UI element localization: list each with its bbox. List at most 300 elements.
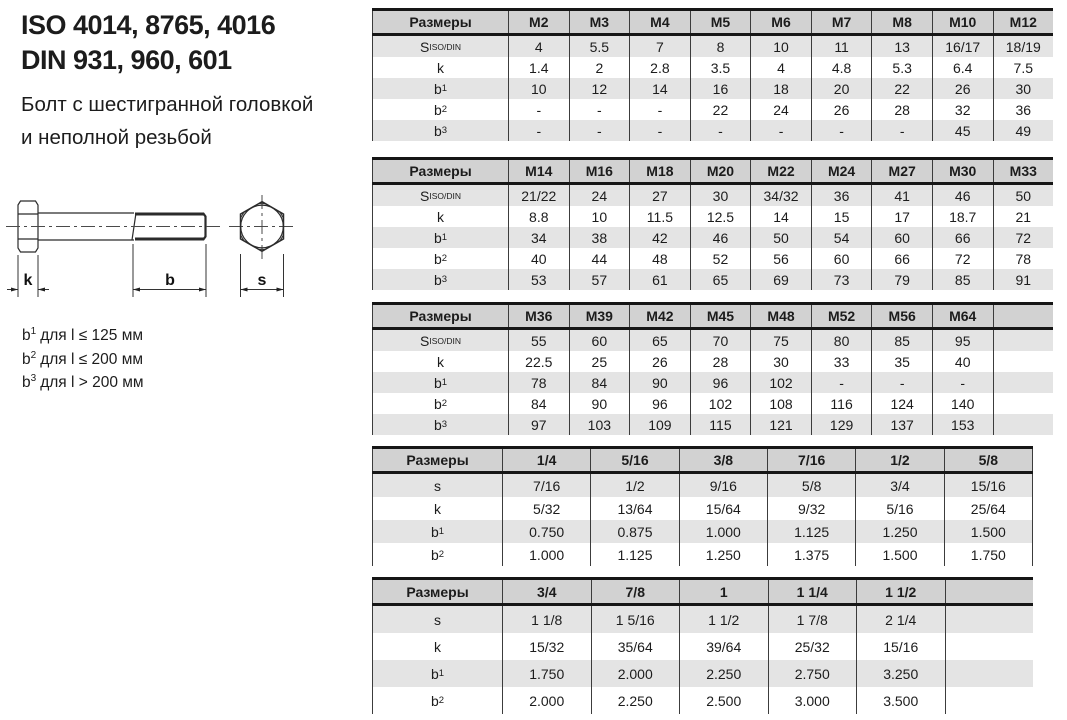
table-cell: 2.000: [591, 660, 680, 687]
table-cell: 18: [750, 78, 811, 99]
footnote-b1: $b^1$ для l ≤ 125 мм: [22, 326, 144, 345]
column-header: M45: [690, 305, 751, 327]
column-header: M39: [569, 305, 630, 327]
row-label-base: b: [433, 250, 442, 267]
subtitle: [21, 88, 313, 154]
table-cell: 5/8: [767, 474, 855, 497]
table-cell: 16: [690, 78, 751, 99]
column-header: M24: [811, 160, 872, 182]
row-label: [372, 351, 508, 372]
table-cell: 116: [811, 393, 872, 414]
table-cell: 102: [750, 372, 811, 393]
table-cell: 15/16: [856, 633, 945, 660]
column-header: 3/4: [502, 580, 591, 603]
table-cell: 9/32: [767, 497, 855, 520]
table-cell: 1.250: [855, 520, 943, 543]
table-cell: 1 1/8: [502, 606, 591, 633]
table-cell: 2.000: [502, 687, 591, 714]
column-header: M10: [932, 11, 993, 33]
table-cell: 18/19: [993, 36, 1054, 57]
row-label: b 1: [372, 227, 508, 248]
column-header: 7/8: [591, 580, 680, 603]
table-cell: 109: [629, 414, 690, 435]
table-cell: 129: [811, 414, 872, 435]
table-cell: -: [690, 120, 751, 141]
table-cell: 45: [932, 120, 993, 141]
row-label-header: Размеры: [372, 449, 502, 471]
table-cell: 26: [811, 99, 872, 120]
table-cell: 0.750: [502, 520, 590, 543]
column-header: M48: [750, 305, 811, 327]
column-header: M12: [993, 11, 1054, 33]
row-label-header: Размеры: [372, 580, 502, 603]
table-cell: 1.375: [767, 543, 855, 566]
table-cell: 103: [569, 414, 630, 435]
table-cell: 30: [750, 351, 811, 372]
table-cell: 7.5: [993, 57, 1054, 78]
table-cell: 85: [871, 330, 932, 351]
table-row: [372, 660, 1033, 687]
row-label: b 1: [372, 372, 508, 393]
column-header: M64: [932, 305, 993, 327]
column-header: 5/8: [944, 449, 1033, 471]
table-cell: [993, 372, 1054, 393]
table-cell: 50: [750, 227, 811, 248]
row-label-base: b: [430, 692, 439, 709]
table-cell: 153: [932, 414, 993, 435]
table-cell: 2.500: [679, 687, 768, 714]
table-cell: [945, 633, 1034, 660]
table-cell: 60: [811, 248, 872, 269]
table-cell: [993, 330, 1054, 351]
column-header: M27: [871, 160, 932, 182]
table-cell: 90: [629, 372, 690, 393]
row-label: b 2: [372, 248, 508, 269]
row-label-base: b: [433, 374, 442, 391]
table-cell: 2.250: [679, 660, 768, 687]
row-label: b 2: [372, 687, 502, 714]
row-label-base: k: [437, 353, 444, 370]
row-label-base: b: [433, 395, 442, 412]
row-label-base: b: [430, 665, 439, 682]
table-cell: 1.500: [944, 520, 1033, 543]
table-cell: 5.5: [569, 36, 630, 57]
table-cell: 69: [750, 269, 811, 290]
table-cell: 32: [932, 99, 993, 120]
table-cell: 48: [629, 248, 690, 269]
table-cell: 15/64: [679, 497, 767, 520]
footnote-b3: $b^3$ для l > 200 мм: [22, 373, 144, 392]
column-header: M20: [690, 160, 751, 182]
table-cell: -: [750, 120, 811, 141]
table-cell: -: [508, 120, 569, 141]
table-cell: -: [629, 99, 690, 120]
table-cell: 4: [750, 57, 811, 78]
table-cell: 1.125: [590, 543, 678, 566]
row-label-base: b: [433, 80, 442, 97]
row-label: b 3: [372, 120, 508, 141]
table-cell: 137: [871, 414, 932, 435]
table-row: [372, 393, 1053, 414]
table-cell: 78: [993, 248, 1054, 269]
row-label-base: b: [433, 101, 442, 118]
row-label-base: k: [437, 208, 444, 225]
column-header: M33: [993, 160, 1054, 182]
column-header: M36: [508, 305, 569, 327]
column-header: 3/8: [679, 449, 767, 471]
table-cell: 54: [811, 227, 872, 248]
row-label: [372, 474, 502, 497]
table-cell: 17: [871, 206, 932, 227]
row-label: [372, 497, 502, 520]
table-cell: 30: [690, 185, 751, 206]
row-label: S ISO/DIN: [372, 36, 508, 57]
table-cell: -: [811, 120, 872, 141]
table-row: [372, 633, 1033, 660]
table-cell: 108: [750, 393, 811, 414]
column-header: M18: [629, 160, 690, 182]
table-row: [372, 372, 1053, 393]
table-cell: 12.5: [690, 206, 751, 227]
table-row: [372, 520, 1033, 543]
table-cell: [945, 660, 1034, 687]
table-cell: 140: [932, 393, 993, 414]
row-label: b 2: [372, 543, 502, 566]
table-cell: 73: [811, 269, 872, 290]
row-label-base: s: [434, 611, 441, 628]
row-label-base: b: [433, 122, 442, 139]
table-cell: 15: [811, 206, 872, 227]
table-cell: 85: [932, 269, 993, 290]
table-cell: 53: [508, 269, 569, 290]
table-cell: 8: [690, 36, 751, 57]
table-row: [372, 57, 1053, 78]
table-cell: -: [871, 120, 932, 141]
table-cell: 72: [932, 248, 993, 269]
table-row: [372, 330, 1053, 351]
table-cell: 56: [750, 248, 811, 269]
table-row: [372, 78, 1053, 99]
table-cell: 44: [569, 248, 630, 269]
table-cell: 46: [932, 185, 993, 206]
table-cell: -: [932, 372, 993, 393]
table-cell: 10: [750, 36, 811, 57]
table-cell: 25: [569, 351, 630, 372]
table-cell: 70: [690, 330, 751, 351]
row-label-header: Размеры: [372, 160, 508, 182]
table-row: [372, 474, 1033, 497]
table-cell: 11.5: [629, 206, 690, 227]
dimension-table-metric-m14-m33: [372, 157, 1053, 290]
table-row: [372, 497, 1033, 520]
column-header: M4: [629, 11, 690, 33]
column-header: M56: [871, 305, 932, 327]
row-label-header: Размеры: [372, 305, 508, 327]
page-title-iso: ISO 4014, 8765, 4016: [21, 10, 276, 40]
row-label: b 2: [372, 99, 508, 120]
column-header: 1 1/2: [856, 580, 945, 603]
footnotes: [22, 322, 144, 393]
table-cell: 78: [508, 372, 569, 393]
table-header-row: [372, 305, 1053, 330]
table-cell: 25/64: [944, 497, 1033, 520]
row-label-base: b: [433, 229, 442, 246]
table-cell: [945, 606, 1034, 633]
column-header: M30: [932, 160, 993, 182]
table-cell: 3/4: [855, 474, 943, 497]
table-cell: 5.3: [871, 57, 932, 78]
row-label: [372, 57, 508, 78]
table-cell: 1.4: [508, 57, 569, 78]
table-cell: 46: [690, 227, 751, 248]
row-label-base: b: [430, 523, 439, 540]
table-cell: 1.125: [767, 520, 855, 543]
table-cell: 121: [750, 414, 811, 435]
table-cell: 34: [508, 227, 569, 248]
table-cell: 2.750: [768, 660, 857, 687]
table-cell: 35: [871, 351, 932, 372]
column-header: M42: [629, 305, 690, 327]
row-label: S ISO/DIN: [372, 185, 508, 206]
table-cell: 115: [690, 414, 751, 435]
dim-label-b: b: [165, 272, 175, 289]
table-cell: 14: [629, 78, 690, 99]
table-cell: 84: [508, 393, 569, 414]
table-cell: 33: [811, 351, 872, 372]
table-cell: 13/64: [590, 497, 678, 520]
table-cell: 66: [932, 227, 993, 248]
table-row: [372, 351, 1053, 372]
dim-label-k: k: [23, 272, 33, 289]
column-header: M16: [569, 160, 630, 182]
table-cell: 25/32: [768, 633, 857, 660]
table-row: [372, 206, 1053, 227]
row-label: S ISO/DIN: [372, 330, 508, 351]
table-cell: 8.8: [508, 206, 569, 227]
table-cell: 35/64: [591, 633, 680, 660]
table-cell: 0.875: [590, 520, 678, 543]
table-cell: 15/16: [944, 474, 1033, 497]
table-cell: 1.750: [502, 660, 591, 687]
table-cell: 60: [569, 330, 630, 351]
column-header: 7/16: [767, 449, 855, 471]
table-cell: 7/16: [502, 474, 590, 497]
table-cell: 10: [508, 78, 569, 99]
table-cell: -: [508, 99, 569, 120]
table-row: [372, 606, 1033, 633]
table-header-row: [372, 449, 1033, 474]
table-cell: 7: [629, 36, 690, 57]
table-cell: 21: [993, 206, 1054, 227]
dimension-table-inch-quarter-to-5-8: [372, 446, 1033, 566]
table-cell: 27: [629, 185, 690, 206]
table-cell: 9/16: [679, 474, 767, 497]
row-label: [372, 206, 508, 227]
table-cell: [993, 351, 1054, 372]
row-label: b 1: [372, 660, 502, 687]
dim-label-s: s: [257, 272, 267, 289]
table-cell: 57: [569, 269, 630, 290]
row-label-base: b: [430, 546, 439, 563]
dimension-table-metric-m2-m12: [372, 8, 1053, 141]
table-cell: 1/2: [590, 474, 678, 497]
table-cell: 28: [690, 351, 751, 372]
row-label-base: s: [434, 477, 441, 494]
table-cell: 5/32: [502, 497, 590, 520]
table-cell: 39/64: [679, 633, 768, 660]
subtitle-line1: Болт с шестигранной головкой: [21, 93, 314, 116]
table-cell: 14: [750, 206, 811, 227]
table-cell: -: [629, 120, 690, 141]
column-header: M14: [508, 160, 569, 182]
table-cell: 50: [993, 185, 1054, 206]
table-cell: 79: [871, 269, 932, 290]
page-title-din: DIN 931, 960, 601: [21, 45, 232, 75]
table-cell: 84: [569, 372, 630, 393]
table-cell: 42: [629, 227, 690, 248]
row-label-header: Размеры: [372, 11, 508, 33]
column-header: 5/16: [590, 449, 678, 471]
table-cell: 16/17: [932, 36, 993, 57]
table-cell: 1 5/16: [591, 606, 680, 633]
table-cell: -: [871, 372, 932, 393]
table-row: [372, 543, 1033, 566]
table-cell: 2.8: [629, 57, 690, 78]
column-header: M22: [750, 160, 811, 182]
table-cell: 1.000: [502, 543, 590, 566]
row-label-base: S: [420, 332, 430, 349]
dimension-table-metric-m36-m64: [372, 302, 1053, 435]
table-cell: 4.8: [811, 57, 872, 78]
table-cell: 60: [871, 227, 932, 248]
table-cell: 1 7/8: [768, 606, 857, 633]
column-header: M2: [508, 11, 569, 33]
table-cell: 10: [569, 206, 630, 227]
table-cell: 22.5: [508, 351, 569, 372]
table-cell: 3.5: [690, 57, 751, 78]
table-cell: 65: [690, 269, 751, 290]
table-cell: 11: [811, 36, 872, 57]
row-label-base: S: [420, 187, 430, 204]
row-label: [372, 633, 502, 660]
table-cell: 2.250: [591, 687, 680, 714]
column-header: 1/4: [502, 449, 590, 471]
table-cell: 24: [750, 99, 811, 120]
table-cell: 49: [993, 120, 1054, 141]
column-header: 1 1/4: [768, 580, 857, 603]
table-row: [372, 120, 1053, 141]
column-header: M7: [811, 11, 872, 33]
table-cell: 40: [508, 248, 569, 269]
row-label-base: k: [434, 638, 441, 655]
table-cell: 2: [569, 57, 630, 78]
column-header: M6: [750, 11, 811, 33]
row-label: b 1: [372, 78, 508, 99]
table-cell: [993, 414, 1054, 435]
row-label-base: k: [434, 500, 441, 517]
table-cell: 4: [508, 36, 569, 57]
table-cell: 52: [690, 248, 751, 269]
row-label-base: k: [437, 59, 444, 76]
table-cell: 1.250: [679, 543, 767, 566]
row-label: b 3: [372, 269, 508, 290]
column-header: M3: [569, 11, 630, 33]
table-cell: 15/32: [502, 633, 591, 660]
dimension-table-inch-3-4-to-1-5: [372, 577, 1033, 714]
table-cell: 28: [871, 99, 932, 120]
table-cell: 102: [690, 393, 751, 414]
table-cell: 96: [629, 393, 690, 414]
table-cell: 12: [569, 78, 630, 99]
table-cell: 1.000: [679, 520, 767, 543]
table-cell: 26: [932, 78, 993, 99]
table-row: [372, 248, 1053, 269]
table-cell: 22: [690, 99, 751, 120]
bolt-drawing: [0, 185, 310, 305]
table-cell: 65: [629, 330, 690, 351]
row-label-base: b: [433, 416, 442, 433]
table-cell: [993, 393, 1054, 414]
table-cell: 38: [569, 227, 630, 248]
table-cell: 24: [569, 185, 630, 206]
table-row: [372, 185, 1053, 206]
table-cell: 36: [993, 99, 1054, 120]
table-cell: 90: [569, 393, 630, 414]
table-cell: 3.500: [856, 687, 945, 714]
column-header: M8: [871, 11, 932, 33]
table-header-row: [372, 11, 1053, 36]
column-header: 1: [679, 580, 768, 603]
column-header: M52: [811, 305, 872, 327]
table-cell: 3.000: [768, 687, 857, 714]
table-cell: 34/32: [750, 185, 811, 206]
table-cell: 40: [932, 351, 993, 372]
row-label-base: b: [433, 271, 442, 288]
row-label: [372, 606, 502, 633]
table-cell: 124: [871, 393, 932, 414]
row-label: b 3: [372, 414, 508, 435]
table-cell: 97: [508, 414, 569, 435]
table-cell: 2 1/4: [856, 606, 945, 633]
table-header-row: [372, 160, 1053, 185]
table-cell: 1.750: [944, 543, 1033, 566]
table-cell: 6.4: [932, 57, 993, 78]
table-cell: 80: [811, 330, 872, 351]
table-cell: 1 1/2: [679, 606, 768, 633]
table-cell: -: [569, 120, 630, 141]
column-header: [945, 580, 1034, 603]
table-cell: 26: [629, 351, 690, 372]
table-cell: 95: [932, 330, 993, 351]
table-cell: 66: [871, 248, 932, 269]
footnote-b2: $b^2$ для l ≤ 200 мм: [22, 349, 144, 368]
table-row: [372, 269, 1053, 290]
table-cell: 72: [993, 227, 1054, 248]
table-cell: 55: [508, 330, 569, 351]
table-row: [372, 414, 1053, 435]
column-header: 1/2: [855, 449, 943, 471]
table-cell: 18.7: [932, 206, 993, 227]
column-header: M5: [690, 11, 751, 33]
column-header: [993, 305, 1054, 327]
table-cell: 13: [871, 36, 932, 57]
table-cell: 20: [811, 78, 872, 99]
table-row: [372, 36, 1053, 57]
table-cell: 96: [690, 372, 751, 393]
table-row: [372, 227, 1053, 248]
table-cell: -: [569, 99, 630, 120]
table-row: [372, 99, 1053, 120]
